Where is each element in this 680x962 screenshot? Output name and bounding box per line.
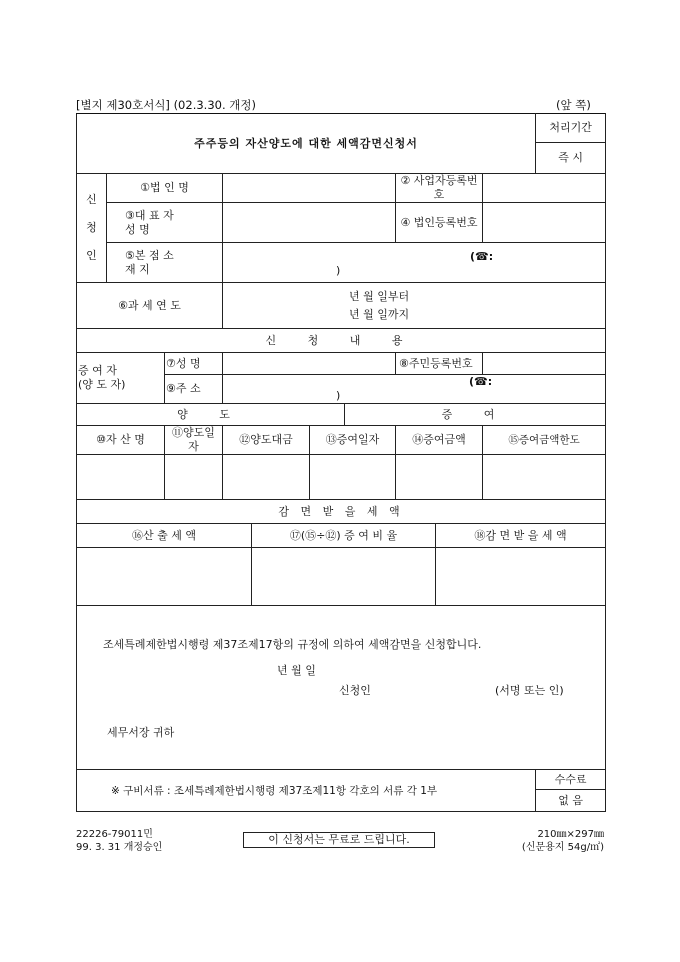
corp-reg-no-field[interactable] [483,203,606,243]
reduction-header: 감 면 받 을 세 액 [77,500,606,524]
reduced-tax-field[interactable] [436,548,606,606]
form-title: 주주등의 자산양도에 대한 세액감면신청서 [77,114,536,174]
date-line: 년 월 일 [277,664,316,677]
phone-close: ) [336,264,341,277]
declaration-text: 조세특례제한법시행령 제37조제17항의 규정에 의하여 세액감면을 신청합니다. [103,638,482,651]
corp-reg-no-label: ④ 법인등록번호 [396,203,483,243]
phone-icon-label: (☎: [470,250,494,263]
gift-ratio-field[interactable] [252,548,436,606]
donor-name-label: ⑦성 명 [165,353,223,375]
computed-tax-field[interactable] [77,548,252,606]
hq-location-label: ⑤본 점 소 재 지 [107,243,223,283]
col-gift-amount: ⑭증여금액 [396,426,483,455]
col-gift-ratio: ⑰(⑮÷⑫) 증 여 비 율 [252,524,436,548]
donor-address-field[interactable] [223,375,606,404]
col-computed-tax: ⑯산 출 세 액 [77,524,252,548]
fee-label: 수수료 [536,770,606,790]
applicant-group-label: 신 청 인 [77,174,107,283]
sign-note: (서명 또는 인) [495,684,564,697]
biz-reg-no-label: ② 사업자등록번호 [396,174,483,203]
donor-phone-close: ) [336,389,341,402]
applicant-sign-label: 신청인 [339,684,371,697]
gift-limit-field[interactable] [483,455,606,500]
application-form [76,113,606,812]
transfer-header: 양 도 [77,404,345,426]
donor-resident-no-label: ⑧주민등록번호 [396,353,483,375]
col-gift-date: ⑬증여일자 [310,426,396,455]
free-notice: 이 신청서는 무료로 드립니다. [243,832,435,848]
page-side-label: (앞 쪽) [556,98,591,112]
gift-header: 증 여 [345,404,606,426]
donor-name-field[interactable] [223,353,396,375]
declaration-area [77,606,606,770]
corp-name-field[interactable] [223,174,396,203]
tax-year-to: 년 월 일까지 [349,307,410,321]
col-transfer-date: ⑪양도일자 [165,426,223,455]
biz-reg-no-field[interactable] [483,174,606,203]
processing-period-value: 즉 시 [536,143,606,174]
tax-year-from: 년 월 일부터 [349,289,410,303]
corp-name-label: ①법 인 명 [107,174,223,203]
addressee: 세무서장 귀하 [107,726,175,739]
gift-amount-field[interactable] [396,455,483,500]
col-gift-limit: ⑮증여금액한도 [483,426,606,455]
donor-address-label: ⑨주 소 [165,375,223,404]
col-reduced-tax: ⑱감 면 받 을 세 액 [436,524,606,548]
paper-size: 210㎜×297㎜ (신문용지 54g/㎡) [521,829,604,853]
col-transfer-amount: ⑫양도대금 [223,426,310,455]
gift-date-field[interactable] [310,455,396,500]
form-number: [별지 제30호서식] (02.3.30. 개정) [76,98,256,112]
attachments-note: ※ 구비서류 : 조세특례제한법시행령 제37조제11항 각호의 서류 각 1부 [77,770,536,812]
transfer-amount-field[interactable] [223,455,310,500]
donor-label: 증 여 자 (양 도 자) [77,353,165,404]
processing-period-label: 처리기간 [536,114,606,143]
asset-name-field[interactable] [77,455,165,500]
donor-phone-label: (☎: [469,375,493,388]
representative-label: ③대 표 자 성 명 [107,203,223,243]
fee-value: 없 음 [536,790,606,812]
apply-section-header: 신 청 내 용 [77,329,606,353]
hq-location-field[interactable] [223,243,606,283]
transfer-date-field[interactable] [165,455,223,500]
col-asset-name: ⑩자 산 명 [77,426,165,455]
donor-resident-no-field[interactable] [483,353,606,375]
tax-year-label: ⑥과 세 연 도 [77,283,223,329]
representative-field[interactable] [223,203,396,243]
tax-year-field[interactable] [223,283,606,329]
form-code: 22226-79011민 99. 3. 31 개정승인 [76,829,163,853]
